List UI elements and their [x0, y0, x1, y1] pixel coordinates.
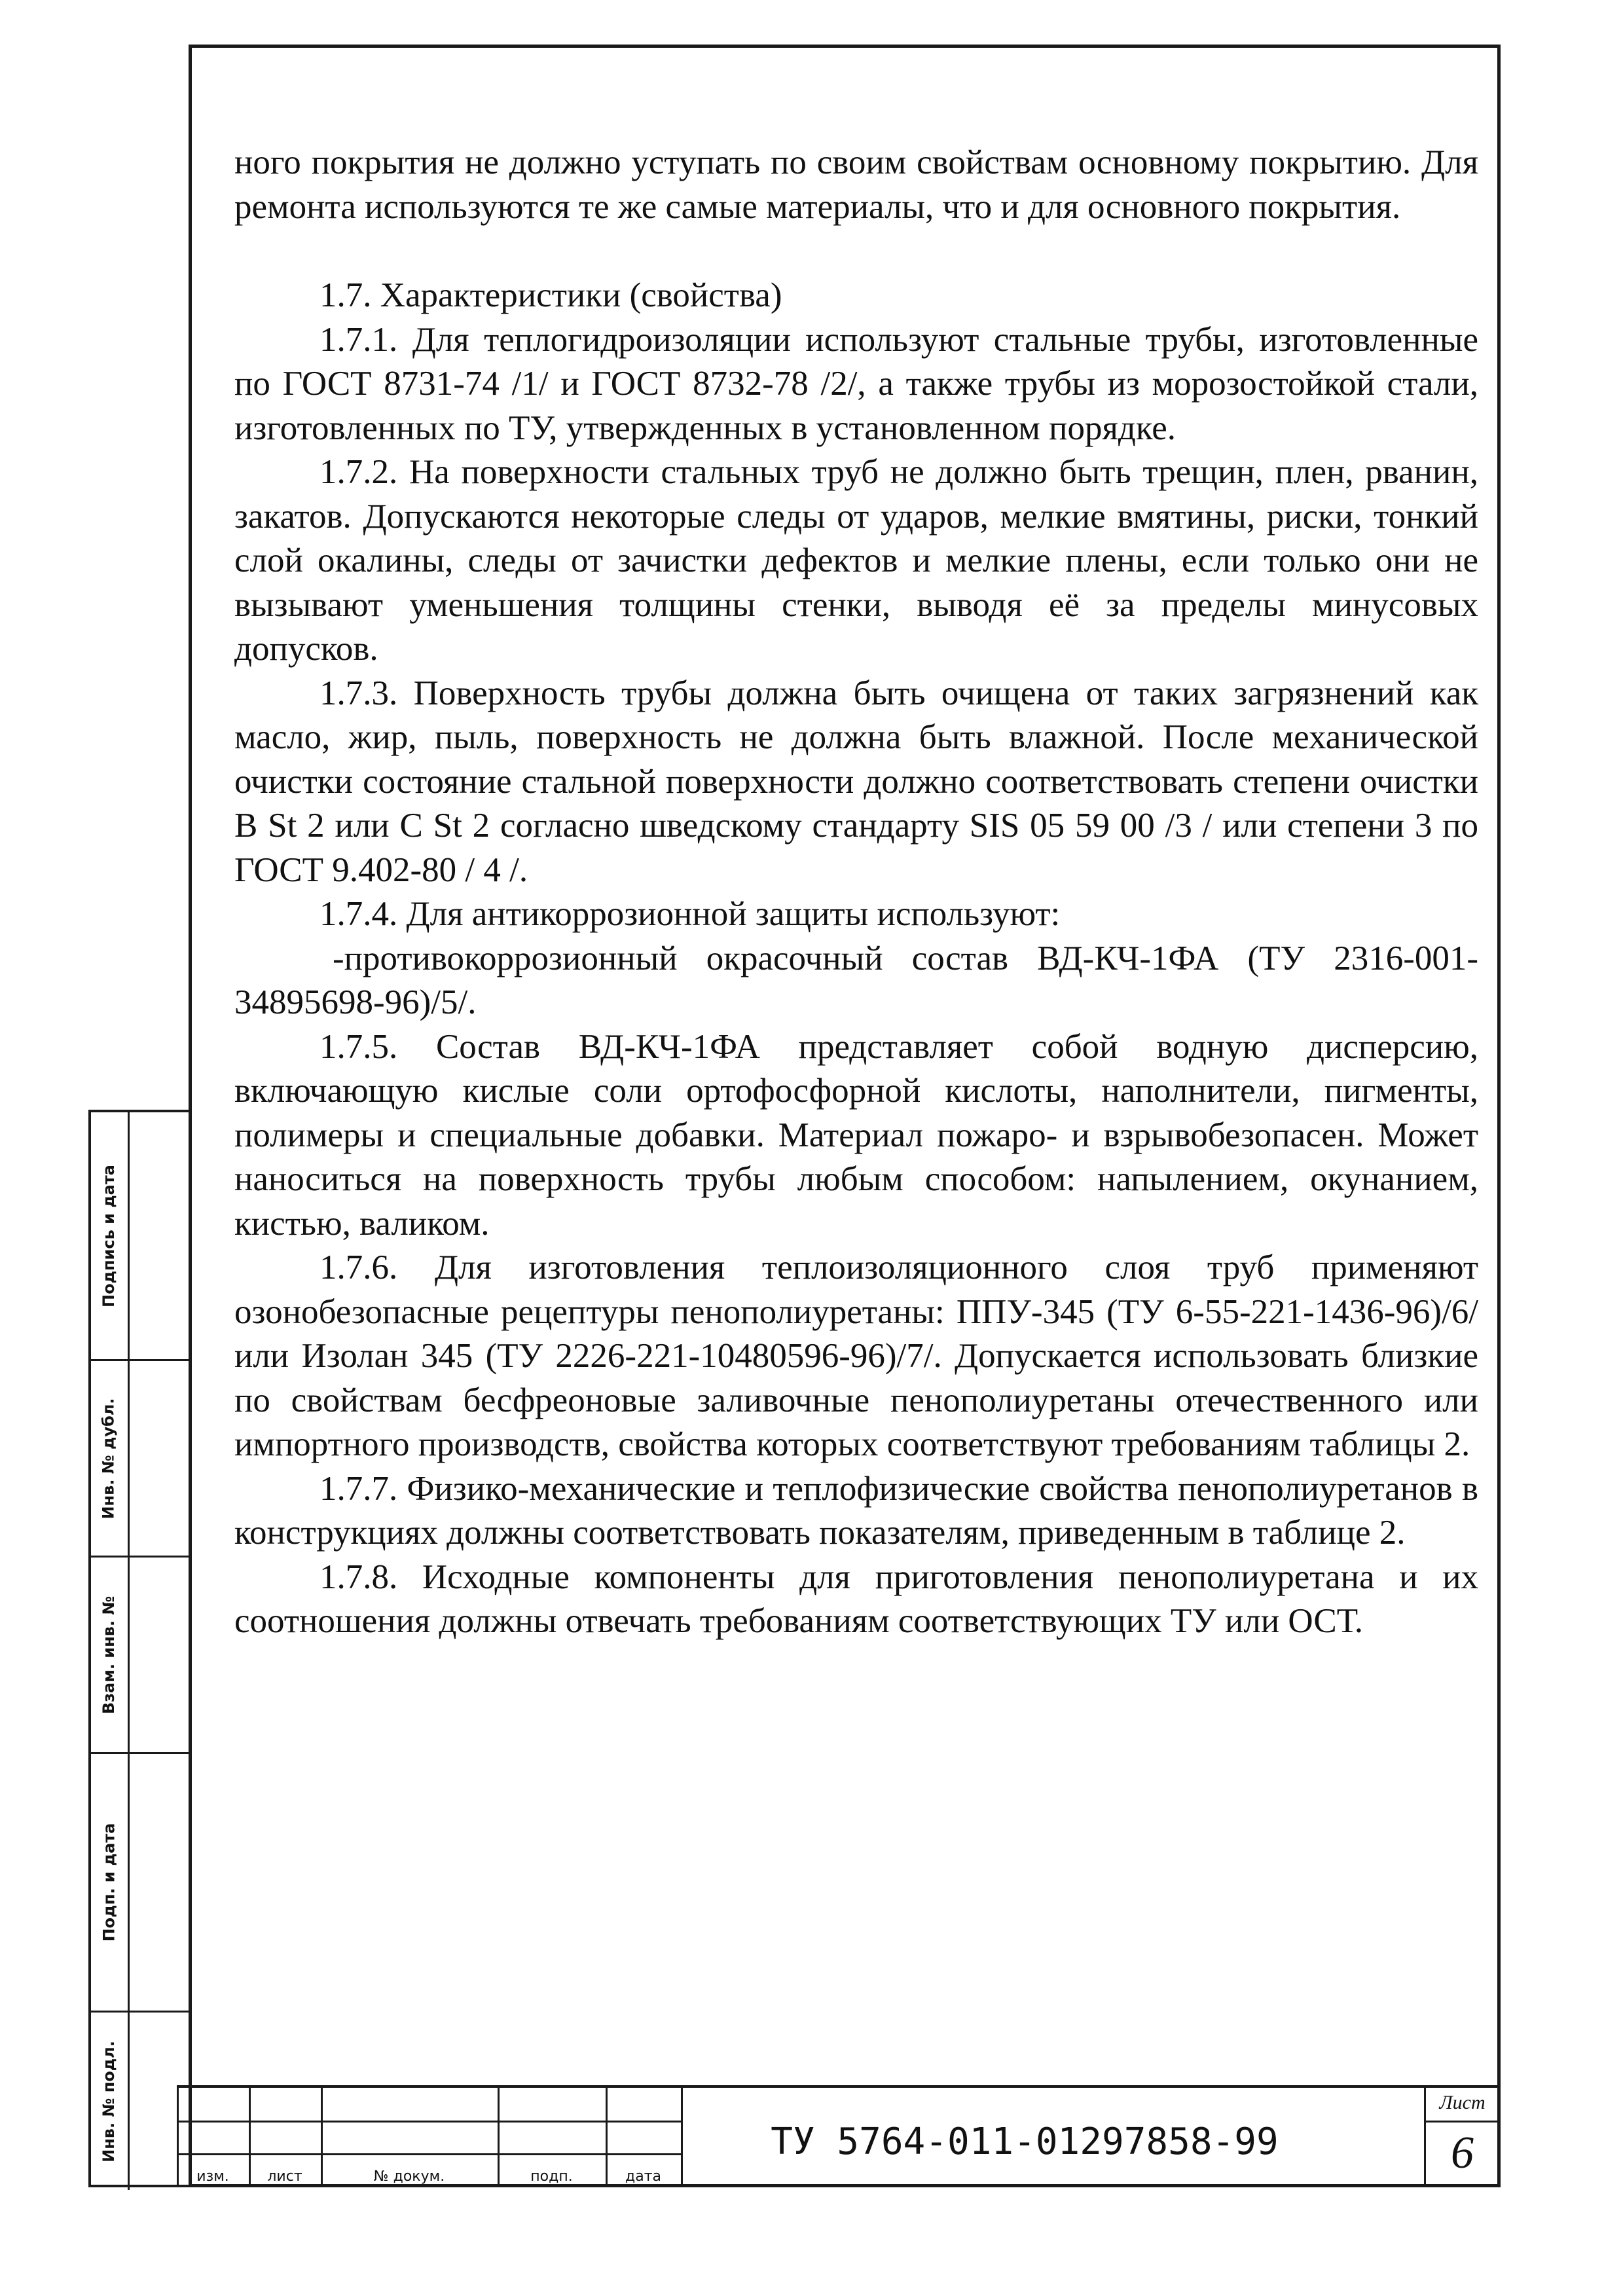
sheet-label: Лист: [1439, 2092, 1486, 2113]
paragraph: 1.7.8. Исходные компоненты для приготовления пенополиуретана и их соотношения должны отвечать требованиям соответствующих ТУ или ОСТ.: [234, 1558, 1478, 1640]
side-cell-replace-inv: [91, 1558, 189, 1754]
title-block: [177, 2085, 1501, 2187]
col-list: лист: [267, 2168, 302, 2185]
paragraph: 1.7.7. Физико-механические и теплофизические свойства пенополиуретанов в конструкциях должны соответствовать показателям, приведенным в таблице 2.: [234, 1469, 1478, 1552]
document-body: [234, 141, 1478, 1644]
side-cell-sign-date-2: [91, 1754, 189, 2013]
side-label-sign-date-2: Подп. и дата: [100, 1823, 118, 1942]
paragraph: 1.7.1. Для теплогидроизоляции используют стальные трубы, изготовленные по ГОСТ 8731-74 /1/ и ГОСТ 8732-78 /2/, а также трубы из морозостойкой стали, изготовленных по ТУ, утвержденных в установленном порядке.: [234, 320, 1478, 447]
paragraph: 1.7.3. Поверхность трубы должна быть очищена от таких загрязнений как масло, жир, пыль, поверхность не должна быть влажной. После механической очистки состояние стальной поверхности должно соответствовать степени очистки В St 2 или С St 2 согласно шведскому стандарту SIS 05 59 00 /3 / или степени 3 по ГОСТ 9.402-80 / 4 /.: [234, 674, 1478, 889]
col-doc: № докум.: [373, 2168, 445, 2185]
paragraph: 1.7.6. Для изготовления теплоизоляционного слоя труб применяют озонобезопасные рецептуры пенополиуретаны: ППУ-345 (ТУ 6-55-221-1436-96)/6/ или Изолан 345 (ТУ 2226-221-10480596-96)/7/. Допускается использовать близкие по свойствам бесфреоновые заливочные пенополиуретаны отечественного или импортного производств, свойства которых соответствуют требованиям таблицы 2.: [234, 1248, 1478, 1463]
side-cell-original-inv: [91, 2013, 189, 2190]
paragraph: ного покрытия не должно уступать по своим свойствам основному покрытию. Для ремонта используются те же самые материалы, что и для основного покрытия.: [234, 143, 1478, 226]
col-data: дата: [625, 2168, 661, 2185]
paragraph-gap: [234, 229, 1478, 274]
paragraph: 1.7.5. Состав ВД-КЧ-1ФА представляет собой водную дисперсию, включающую кислые соли ортофосфорной кислоты, наполнители, пигменты, полимеры и специальные добавки. Материал пожаро- и взрывобезопасен. Может наноситься на поверхность трубы любым способом: напылением, окунанием, кистью, валиком.: [234, 1027, 1478, 1243]
sheet-number: 6: [1451, 2128, 1474, 2178]
col-izm: изм.: [196, 2168, 229, 2185]
paragraph: 1.7.4. Для антикоррозионной защиты используют:: [319, 895, 1061, 933]
side-cell-dup-inv: [91, 1361, 189, 1558]
paragraph: 1.7.2. На поверхности стальных труб не должно быть трещин, плен, рванин, закатов. Допускаются некоторые следы от ударов, мелкие вмятины, риски, тонкий слой окалины, следы от зачистки дефектов и мелкие плены, если только они не вызывают уменьшения толщины стенки, выводя её за пределы минусовых допусков.: [234, 453, 1478, 668]
side-label-signature-date: Подпись и дата: [100, 1164, 118, 1307]
col-podp: подп.: [530, 2168, 573, 2185]
side-label-dup-inv: Инв. № дубл.: [100, 1397, 119, 1520]
paragraph: -противокоррозионный окрасочный состав ВД-КЧ-1ФА (ТУ 2316-001-34895698-96)/5/.: [234, 939, 1478, 1021]
document-code: ТУ 5764-011-01297858-99: [771, 2121, 1279, 2163]
side-cell-signature-date: [91, 1112, 189, 1361]
side-label-original-inv: Инв. № подл.: [100, 2040, 118, 2162]
side-stamp: [88, 1110, 189, 2187]
paragraph: 1.7. Характеристики (свойства): [319, 276, 782, 314]
side-label-replace-inv: Взам. инв. №: [100, 1595, 118, 1714]
